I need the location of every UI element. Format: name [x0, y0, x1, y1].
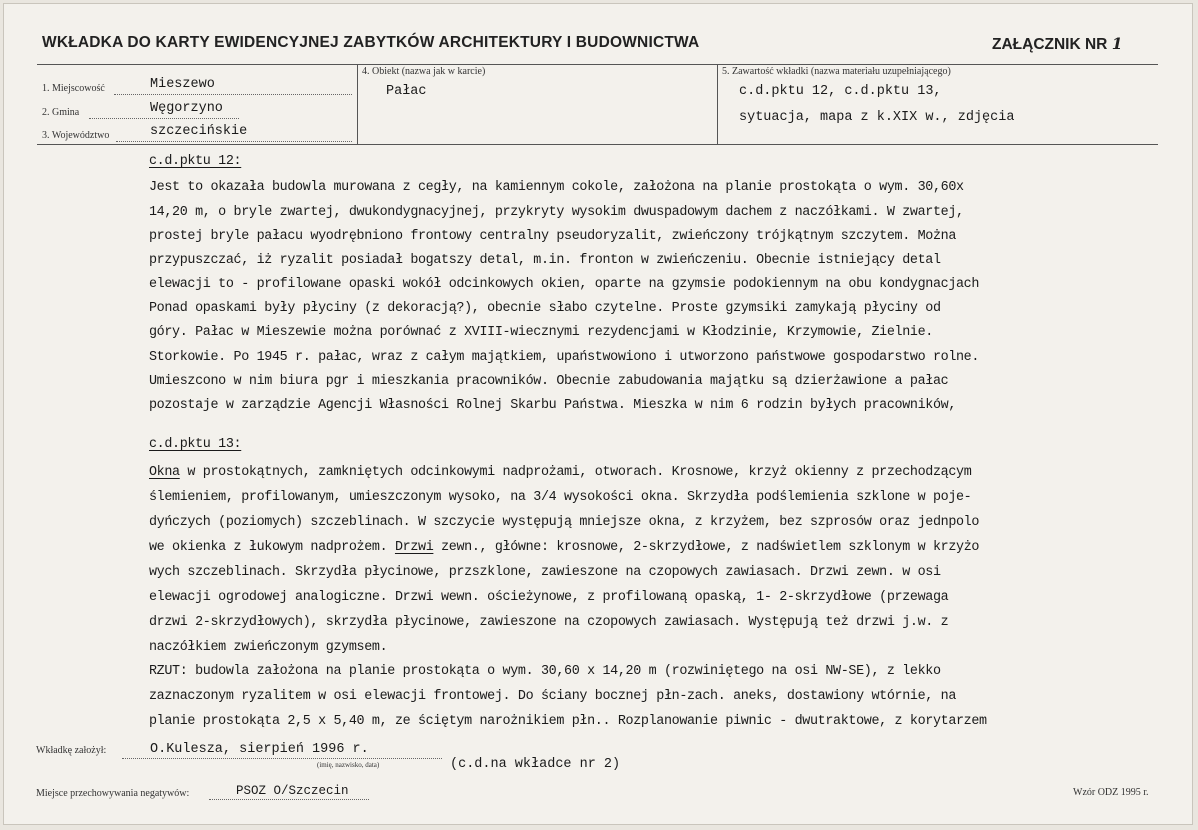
section13-line: RZUT: budowla założona na planie prostokąta o wym. 30,60 x 14,20 m (rozwiniętego na osi NW-SE), z lekko [149, 664, 941, 679]
section13-line: wych szczeblinach. Skrzydła płycinowe, przszklone, zawieszone na czopowych zawiasach. Drzwi zewn. w osi [149, 565, 941, 580]
field-zawartosc-line1: c.d.pktu 12, c.d.pktu 13, [739, 84, 942, 99]
field-zawartosc-label: 5. Zawartość wkładki (nazwa materiału uzupełniającego) [722, 66, 951, 77]
form-top-rule [37, 64, 1158, 65]
section12-line: góry. Pałac w Mieszewie można porównać z XVIII-wiecznymi rezydencjami w Kłodzinie, Krzymowie, Zielnie. [149, 325, 933, 340]
field-zawartosc-line2: sytuacja, mapa z k.XIX w., zdjęcia [739, 110, 1015, 125]
section12-line: Ponad opaskami były płyciny (z dekoracją?), obecnie słabo czytelne. Proste gzymsiki zamykają płyciny od [149, 301, 941, 316]
wkladke-value: O.Kulesza, sierpień 1996 r. [150, 742, 369, 757]
field-wojewodztwo-value: szczecińskie [150, 124, 248, 139]
miejsce-line [209, 799, 369, 800]
wkladke-line [122, 758, 442, 759]
form-bottom-rule [37, 144, 1158, 145]
annex-number: 1 [1111, 34, 1123, 53]
section13-line [149, 540, 979, 555]
miejsce-label: Miejsce przechowywania negatywów: [36, 788, 190, 799]
field-gmina-value: Węgorzyno [150, 101, 223, 116]
section13-line: elewacji ogrodowej analogiczne. Drzwi wewn. ościeżynowe, z profilowaną opaską, 1- 2-skrzydłowe (przewaga [149, 590, 949, 605]
continuation-note: (c.d.na wkładce nr 2) [450, 757, 621, 772]
section12-heading: c.d.pktu 12: [149, 154, 242, 169]
section12-line: elewacji to - profilowane opaski wokół odcinkowych okien, oparte na gzymsie podokiennym na obu kondygnacjach [149, 277, 980, 292]
section13-line [149, 465, 971, 480]
form-version: Wzór ODZ 1995 r. [1073, 787, 1149, 798]
section12-line: 14,20 m, o bryle zwartej, dwukondygnacyjnej, przykryty wysokim dwuspadowym dachem z naczółkami. W zwartej, [149, 205, 964, 220]
field-obiekt-value: Pałac [386, 84, 427, 99]
okna-term: Okna [149, 465, 180, 480]
section12-line: przypuszczać, iż ryzalit posiadał bogatszy detal, m.in. fronton w zwieńczeniu. Obecnie istniejący detal [149, 253, 941, 268]
inventory-card [3, 3, 1193, 825]
section12-line: Storkowie. Po 1945 r. pałac, wraz z całym majątkiem, upaństwowiono i utworzono państwowe gospodarstwo rolne. [149, 350, 980, 365]
drzwi-term: Drzwi [394, 540, 434, 555]
section13-line: ślemieniem, profilowanym, umieszczonym wysoko, na 3/4 wysokości okna. Skrzydła podślemienia szklone w poje- [149, 490, 972, 505]
section13-heading: c.d.pktu 13: [149, 437, 242, 452]
annex-label-text: ZAŁĄCZNIK NR [992, 36, 1108, 53]
field-wojewodztwo-label: 3. Województwo [42, 130, 110, 141]
section13-line: drzwi 2-skrzydłowych), skrzydła płycinowe, zawieszone na czopowych zawiasach. Występują też drzwi j.w. z [149, 615, 949, 630]
section12-line: prostej bryle pałacu wyodrębniono frontowy centralny pseudoryzalit, zwieńczony trójkątnym szczytem. Można [149, 229, 956, 244]
section13-line: planie prostokąta 2,5 x 5,40 m, ze ściętym narożnikiem płn.. Rozplanowanie piwnic - dwutraktowe, z korytarzem [149, 714, 987, 729]
field-wojewodztwo-line [116, 141, 352, 142]
section13-line-text: w prostokątnych, zamkniętych odcinkowymi nadprożami, otworach. Krosnowe, krzyż okienny z przechodzącym [179, 465, 972, 480]
wkladke-label: Wkładkę założył: [36, 745, 107, 756]
card-title: WKŁADKA DO KARTY EWIDENCYJNEJ ZABYTKÓW ARCHITEKTURY I BUDOWNICTWA [42, 34, 700, 51]
section12-line: Umieszcono w nim biura pgr i mieszkania pracowników. Obecnie zabudowania majątku są dzierżawione a pałac [149, 374, 949, 389]
field-miejscowosc-value: Mieszewo [150, 77, 215, 92]
section12-line: Jest to okazała budowla murowana z cegły, na kamiennym cokole, założona na planie prostokąta o wym. 30,60x [149, 180, 964, 195]
field-miejscowosc-label: 1. Miejscowość [42, 83, 105, 94]
field-gmina-label: 2. Gmina [42, 107, 80, 118]
form-divider-1 [357, 64, 358, 144]
form-divider-2 [717, 64, 718, 144]
field-gmina-line [89, 118, 239, 119]
wkladke-hint: (imię, nazwisko, data) [317, 761, 380, 769]
field-miejscowosc-line [114, 94, 352, 95]
miejsce-value: PSOZ O/Szczecin [236, 784, 349, 798]
section13-line-text: we okienka z łukowym nadprożem. [149, 540, 395, 555]
section13-line: zaznaczonym ryzalitem w osi elewacji frontowej. Do ściany bocznej płn-zach. aneks, dostawiony wtórnie, na [149, 689, 956, 704]
section13-line: naczółkiem zwieńczonym gzymsem. [149, 640, 388, 655]
section12-line: pozostaje w zarządzie Agencji Własności Rolnej Skarbu Państwa. Mieszka w nim 6 rodzin byłych pracowników, [149, 398, 956, 413]
section13-line-text: zewn., główne: krosnowe, 2-skrzydłowe, z nadświetlem szklonym w krzyżo [433, 540, 980, 555]
annex-label [992, 34, 1122, 54]
section13-line: dyńczych (poziomych) szczeblinach. W szczycie występują mniejsze okna, z krzyżem, bez szprosów oraz jednpolo [149, 515, 980, 530]
field-obiekt-label: 4. Obiekt (nazwa jak w karcie) [362, 66, 486, 77]
